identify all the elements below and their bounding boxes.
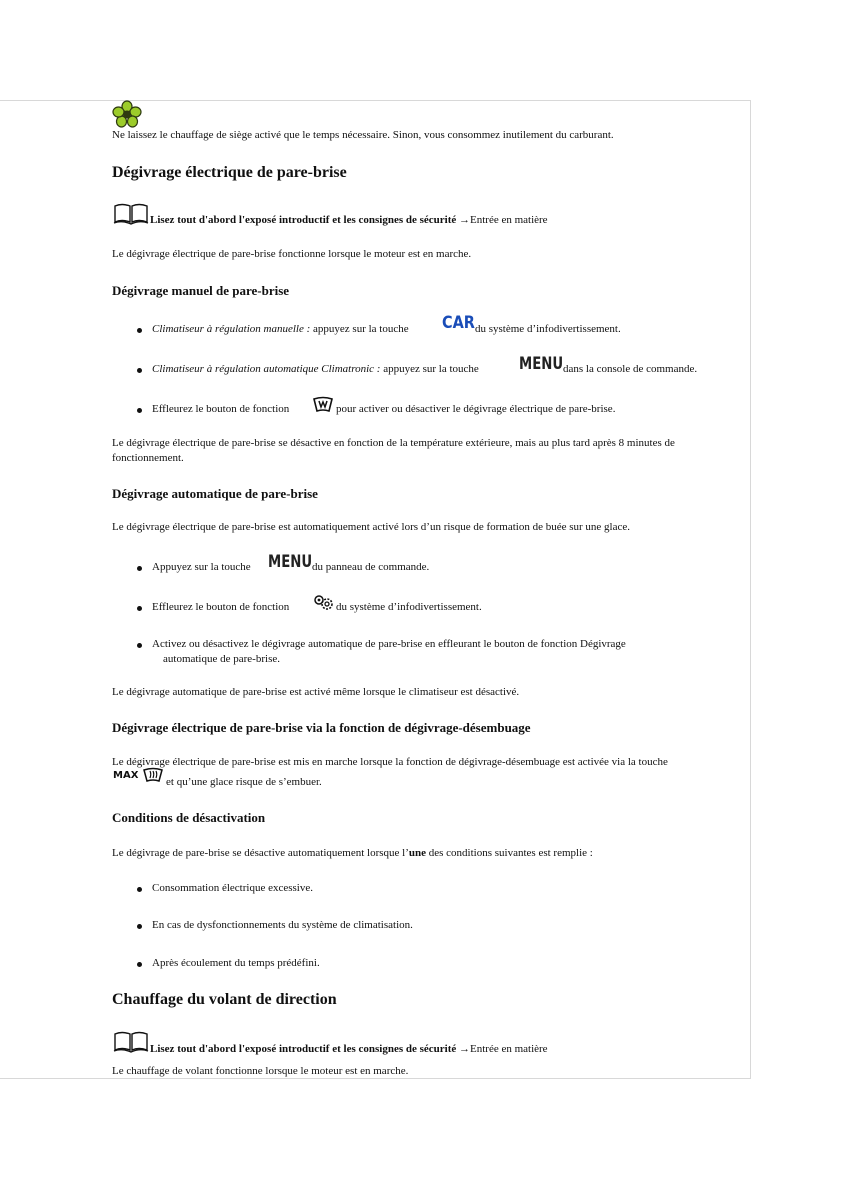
section-title-windshield-defrost: Dégivrage électrique de pare-brise xyxy=(112,164,347,181)
bullet xyxy=(137,368,142,373)
item-text-line1: Activez ou désactivez le dégivrage automatique de pare-brise en effleurant le bouton de fonction Dégivrage xyxy=(152,638,626,650)
item-text: appuyez sur la touche xyxy=(380,363,479,375)
subsection-title-conditions: Conditions de désactivation xyxy=(112,810,266,825)
max-key-label: MAX xyxy=(113,770,139,781)
list-item: Consommation électrique excessive. xyxy=(152,882,313,894)
note-text: Ne laissez le chauffage de siège activé que le temps nécessaire. Sinon, vous consommez inutilement du carburant. xyxy=(112,129,614,141)
bullet xyxy=(137,566,142,571)
bullet xyxy=(137,887,142,892)
safety-intro-bold: Lisez tout d'abord l'exposé introductif et les consignes de sécurité xyxy=(150,214,457,226)
section1-desc: Le dégivrage électrique de pare-brise fonctionne lorsque le moteur est en marche. xyxy=(112,248,472,260)
list-item xyxy=(152,362,479,377)
section2-desc: Le chauffage de volant fonctionne lorsque le moteur est en marche. xyxy=(112,1065,409,1077)
book-icon xyxy=(113,1031,149,1053)
item-italic: Climatiseur à régulation automatique Climatronic : xyxy=(152,363,381,375)
item-text-line2: automatique de pare-brise. xyxy=(163,653,280,665)
car-key-icon: CAR xyxy=(442,313,475,333)
item-text: Effleurez le bouton de fonction xyxy=(152,601,290,613)
list-item: En cas de dysfonctionnements du système de climatisation. xyxy=(152,919,413,931)
subsection-title-automatic: Dégivrage automatique de pare-brise xyxy=(112,486,318,501)
climate-settings-icon xyxy=(312,593,336,611)
safety-intro-bold: Lisez tout d'abord l'exposé introductif et les consignes de sécurité xyxy=(150,1043,457,1055)
safety-intro-1 xyxy=(150,213,548,228)
windshield-heat-icon xyxy=(312,396,334,414)
conditions-desc: Le dégivrage de pare-brise se désactive automatiquement lorsque l’une des conditions suivantes est remplie : xyxy=(112,847,593,859)
via-line1: Le dégivrage électrique de pare-brise est mis en marche lorsque la fonction de dégivrage-désembuage est activée via la touche xyxy=(112,756,668,768)
auto-para: Le dégivrage automatique de pare-brise est activé même lorsque le climatiseur est désactivé. xyxy=(112,686,520,698)
list-item xyxy=(152,322,409,337)
menu-key-icon: MENU xyxy=(268,552,313,572)
bullet xyxy=(137,924,142,929)
max-defrost-icon xyxy=(142,767,164,783)
item-after: du système d’infodivertissement. xyxy=(336,601,482,613)
via-line2: et qu’une glace risque de s’embuer. xyxy=(166,776,322,788)
bullet xyxy=(137,328,142,333)
entry-link[interactable]: →Entrée en matière xyxy=(459,214,548,226)
manual-para-line1: Le dégivrage électrique de pare-brise se désactive en fonction de la température extérieure, mais au plus tard après 8 minutes de xyxy=(112,437,675,449)
bullet xyxy=(137,643,142,648)
item-text: appuyez sur la touche xyxy=(310,323,409,335)
safety-intro-2 xyxy=(150,1042,548,1057)
entry-link[interactable]: →Entrée en matière xyxy=(459,1043,548,1055)
bullet xyxy=(137,606,142,611)
menu-key-icon: MENU xyxy=(519,354,564,374)
item-after: du panneau de commande. xyxy=(312,561,430,573)
auto-desc: Le dégivrage électrique de pare-brise est automatiquement activé lors d’un risque de formation de buée sur une glace. xyxy=(112,521,631,533)
item-after: du système d’infodivertissement. xyxy=(475,323,621,335)
book-icon xyxy=(113,203,149,225)
item-text: Effleurez le bouton de fonction xyxy=(152,403,290,415)
subsection-title-manual: Dégivrage manuel de pare-brise xyxy=(112,283,290,298)
item-after: pour activer ou désactiver le dégivrage électrique de pare-brise. xyxy=(336,403,616,415)
section-title-steering-wheel-heating: Chauffage du volant de direction xyxy=(112,991,337,1008)
bullet xyxy=(137,962,142,967)
subsection-title-via-defrost: Dégivrage électrique de pare-brise via la fonction de dégivrage-désembuage xyxy=(112,720,531,735)
item-after: dans la console de commande. xyxy=(563,363,698,375)
manual-para-line2: fonctionnement. xyxy=(112,452,184,464)
item-text: Appuyez sur la touche xyxy=(152,561,251,573)
flower-icon xyxy=(112,100,142,128)
list-item: Après écoulement du temps prédéfini. xyxy=(152,957,320,969)
bullet xyxy=(137,408,142,413)
item-italic: Climatiseur à régulation manuelle : xyxy=(152,323,311,335)
